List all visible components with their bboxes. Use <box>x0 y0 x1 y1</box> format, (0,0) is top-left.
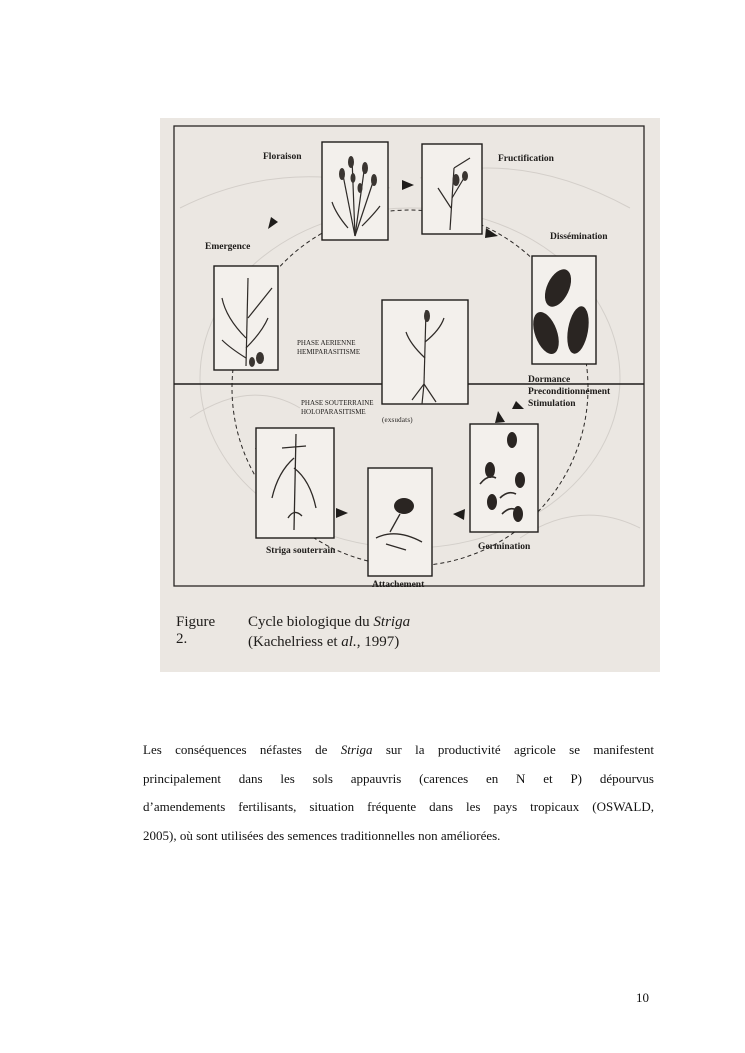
label-floraison: Floraison <box>263 152 302 162</box>
panel-dissemination <box>528 256 596 364</box>
label-emergence: Emergence <box>205 242 251 252</box>
figure-source-text: (Kachelriess et <box>248 634 342 650</box>
label-germination: Germination <box>478 542 531 552</box>
label-fructification: Fructification <box>498 154 554 164</box>
paragraph-line-4: 2005), où sont utilisées des semences traditionnelles non améliorées. <box>143 827 501 843</box>
paragraph-text: Les conséquences néfastes de <box>143 742 341 757</box>
figure-source <box>248 634 399 651</box>
arrow-to-dissemination <box>485 228 498 238</box>
figure-title-text: Cycle biologique du <box>248 614 374 630</box>
panel-emergence <box>214 266 278 370</box>
label-phase-souterraine: PHASE SOUTERRAINE HOLOPARASITISME <box>301 399 374 416</box>
arrow-to-striga-souterrain <box>336 508 348 518</box>
panel-attachement <box>368 468 432 576</box>
paragraph-line-1 <box>143 736 654 765</box>
label-exsudats: (exsudats) <box>382 416 413 424</box>
paragraph-line-3: d’amendements fertilisants, situation fréquente dans les pays tropicaux (OSWALD, <box>143 799 654 814</box>
label-phase-aerienne: PHASE AERIENNE HEMIPARASITISME <box>297 339 361 356</box>
panel-floraison <box>322 142 388 240</box>
page-number: 10 <box>636 990 649 1005</box>
panel-germination <box>470 424 538 532</box>
label-attachement: Attachement <box>372 580 425 590</box>
paragraph-line-2: principalement dans les sols appauvris (carences en N et P) dépourvus <box>143 770 654 786</box>
figure-title-italic: Striga <box>373 614 411 630</box>
label-dissemination: Dissémination <box>550 232 608 242</box>
figure-number: Figure 2. <box>176 614 216 647</box>
paragraph-italic: Striga <box>340 742 373 757</box>
body-paragraph <box>143 736 654 850</box>
figure-title <box>248 614 410 631</box>
arrow-to-attachement <box>453 509 465 520</box>
label-dormance-stimulation: Dormance Preconditionnement Stimulation <box>528 375 611 409</box>
paragraph-text: sur la productivité agricole se manifestent <box>372 742 654 757</box>
arrow-from-stimulation <box>512 401 524 409</box>
arrow-to-floraison <box>268 217 278 229</box>
figure-striga-cycle <box>160 118 660 672</box>
label-striga-souterrain: Striga souterrain <box>266 546 336 556</box>
figure-source-italic: al. <box>341 634 357 650</box>
panel-striga-souterrain <box>256 428 334 538</box>
arrow-to-germination <box>495 411 505 423</box>
arrow-floraison-fructification <box>402 180 414 190</box>
panel-fructification <box>422 144 482 234</box>
figure-source-year: , 1997) <box>356 634 400 650</box>
panel-central-plant <box>382 300 468 404</box>
